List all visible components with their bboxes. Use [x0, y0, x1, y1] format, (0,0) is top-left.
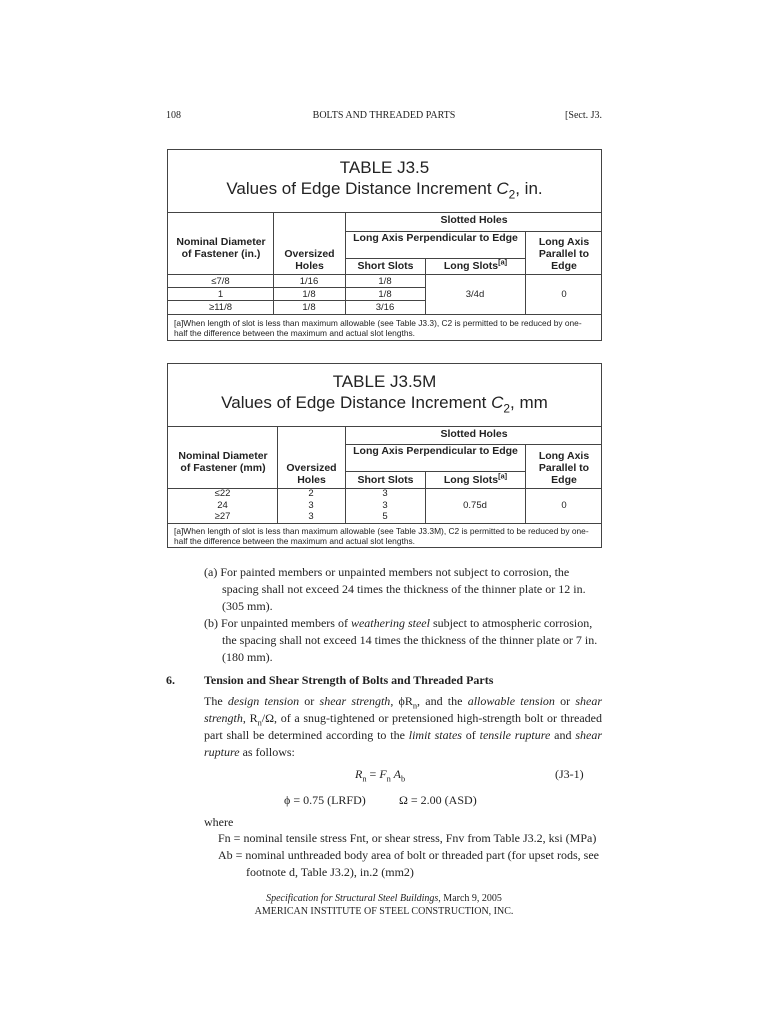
cell-oversized: 3: [308, 511, 314, 522]
cell-short: 3/16: [375, 302, 395, 313]
running-title: BOLTS AND THREADED PARTS: [312, 110, 456, 121]
header-parallel: Long Axis Parallel to Edge: [538, 236, 590, 272]
cell-short: 1/8: [378, 276, 392, 287]
definition-fn: Fn = nominal tensile stress Fnt, or shear stress, Fnv from Table J3.2, ksi (MPa): [218, 831, 597, 845]
table-subtitle: Values of Edge Distance Increment $C_2$, mm: [221, 393, 548, 416]
table-j3-5m: [167, 363, 602, 548]
cell-nominal: ≤22: [214, 488, 231, 499]
footer-publisher: AMERICAN INSTITUTE OF STEEL CONSTRUCTION, INC.: [254, 906, 514, 917]
cell-nominal: 24: [217, 500, 228, 511]
table-j3-5: [167, 149, 602, 341]
header-short-slots: Short Slots: [357, 260, 414, 272]
asd-factor: Ω = 2.00 (ASD): [399, 793, 477, 807]
header-nominal-diameter: Nominal Diameter of Fastener (mm): [178, 450, 268, 474]
equation-label: (J3-1): [555, 767, 584, 781]
cell-short: 5: [382, 511, 388, 522]
table-footnote: [a]When length of slot is less than maximum allowable (see Table J3.3M), C2 is permitted to be reduced by one-half the difference between the maximum and actual slot lengths.: [174, 526, 589, 546]
cell-oversized: 2: [308, 488, 314, 499]
cell-nominal: 1: [217, 289, 224, 300]
lrfd-factor: ϕ = 0.75 (LRFD): [284, 793, 366, 807]
header-oversized: Oversized Holes: [286, 462, 337, 486]
definition-ab: Ab = nominal unthreaded body area of bolt or threaded part (for upset rods, see footnote d, Table J3.2), in.2 (mm2): [218, 848, 599, 879]
header-perpendicular: Long Axis Perpendicular to Edge: [353, 445, 518, 457]
table-footnote: [a]When length of slot is less than maximum allowable (see Table J3.3), C2 is permitted to be reduced by one-half the difference between the maximum and actual slot lengths.: [174, 318, 582, 338]
footer-spec: Specification for Structural Steel Buildings, March 9, 2005: [266, 893, 502, 904]
section-body: The design tension or shear strength, $\phi R_n$, and the allowable tension or shear strength, $R_n/\Omega$, of a snug-tightened or pretensioned high-strength bolt or threaded part shall be determined according to the limit states of tensile rupture and shear rupture as follows:: [204, 694, 603, 759]
cell-oversized: 3: [308, 500, 314, 511]
cell-parallel: 0: [561, 289, 567, 300]
header-oversized: Oversized Holes: [284, 248, 335, 272]
page-number: 108: [166, 110, 181, 121]
cell-nominal: ≥11/8: [209, 302, 232, 313]
cell-long-slots: 3/4d: [465, 289, 485, 300]
cell-nominal: ≤7/8: [211, 276, 230, 287]
item-a: (a) For painted members or unpainted members not subject to corrosion, the spacing shall not exceed 24 times the thickness of the thinner plate or 12 in. (305 mm).: [204, 565, 586, 613]
header-perpendicular: Long Axis Perpendicular to Edge: [353, 232, 518, 244]
cell-nominal: ≥27: [214, 511, 231, 522]
table-title: TABLE J3.5: [339, 158, 430, 177]
equation-j3-1: $R_n = F_n$ $A_b$: [355, 767, 406, 784]
item-b: (b) For unpainted members of weathering steel subject to atmospheric corrosion, the spacing shall not exceed 14 times the thickness of the thinner plate or 7 in. (180 mm).: [204, 616, 598, 664]
header-short-slots: Short Slots: [357, 474, 414, 486]
section-ref: [Sect. J3.: [565, 110, 602, 121]
cell-short: 1/8: [378, 289, 392, 300]
header-long-slots: Long Slots[a]: [443, 471, 508, 486]
cell-parallel: 0: [561, 500, 567, 511]
cell-short: 3: [382, 488, 388, 499]
cell-oversized: 1/16: [299, 276, 319, 287]
cell-long-slots: 0.75d: [463, 500, 487, 511]
where-label: where: [204, 815, 234, 829]
header-nominal-diameter: Nominal Diameter of Fastener (in.): [176, 236, 266, 260]
cell-oversized: 1/8: [302, 302, 316, 313]
header-long-slots: Long Slots[a]: [443, 257, 508, 272]
header-slotted-holes: Slotted Holes: [440, 428, 508, 440]
table-subtitle: Values of Edge Distance Increment $C_2$, in.: [226, 179, 543, 202]
header-parallel: Long Axis Parallel to Edge: [538, 450, 590, 486]
running-head: [166, 110, 602, 124]
header-slotted-holes: Slotted Holes: [440, 214, 508, 226]
table-title: TABLE J3.5M: [332, 372, 437, 391]
cell-oversized: 1/8: [302, 289, 316, 300]
cell-short: 3: [382, 500, 388, 511]
